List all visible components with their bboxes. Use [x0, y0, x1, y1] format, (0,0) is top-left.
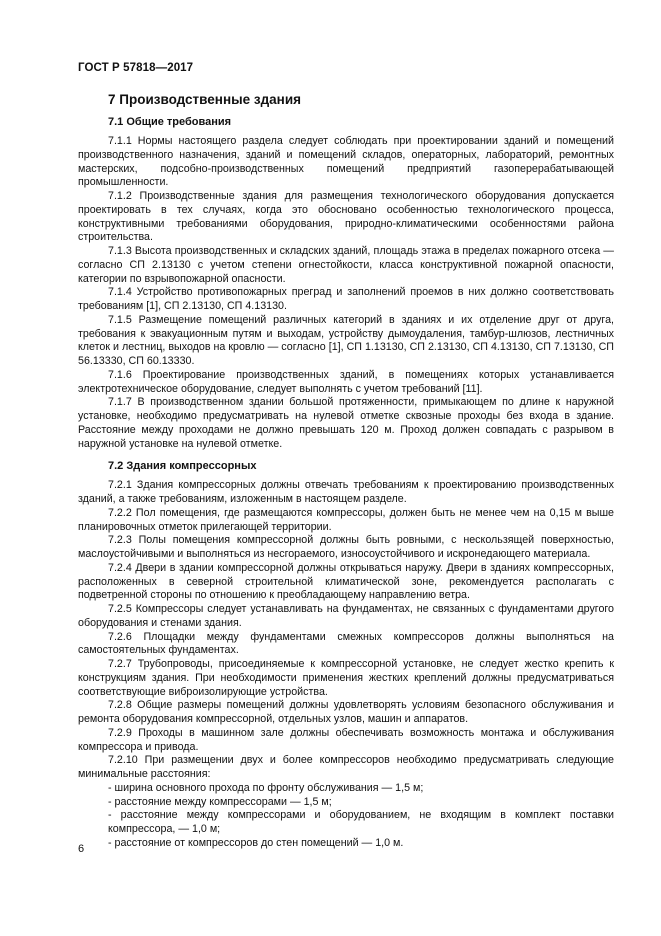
subsection-heading-compressor: 7.2 Здания компрессорных — [108, 460, 257, 473]
paragraph-7-2-8: 7.2.8 Общие размеры помещений должны удовлетворять условиям безопасного обслуживания и ремонта оборудования компрессорной, отдельных узлов, машин и аппаратов. — [78, 699, 614, 725]
page-number: 6 — [78, 843, 85, 855]
document-header: ГОСТ Р 57818—2017 — [78, 62, 194, 74]
paragraph-7-2-4: 7.2.4 Двери в здании компрессорной должны открываться наружу. Двери в зданиях компрессорных, расположенных в северной строительной климатической зоне, рекомендуется располагать с подветренной стороны по отношению к преобладающему направлению ветра. — [78, 561, 614, 602]
list-item: - расстояние между компрессорами — 1,5 м; — [108, 795, 332, 808]
paragraph-7-1-3: 7.1.3 Высота производственных и складских зданий, площадь этажа в пределах пожарного отсека — согласно СП 2.13130 с учетом степени огнестойкости, класса конструктивной пожарной опасности, категории по взрывопожарной опасности. — [78, 245, 614, 285]
paragraph-7-2-10: 7.2.10 При размещении двух и более компрессоров необходимо предусматривать следующие минимальные расстояния: — [78, 754, 614, 780]
paragraph-7-2-7: 7.2.7 Трубопроводы, присоединяемые к компрессорной установке, не следует жестко крепить к конструкциям здания. При необходимости применения жестких креплений должны предусматриваться соответствующие виброизолирующие устройства. — [78, 658, 614, 698]
section-heading: 7 Производственные здания — [108, 92, 302, 107]
paragraph-7-2-9: 7.2.9 Проходы в машинном зале должны обеспечивать возможность монтажа и обслуживания компрессора и привода. — [78, 726, 614, 753]
list-item: - ширина основного прохода по фронту обслуживания — 1,5 м; — [108, 781, 424, 794]
paragraph-7-1-4: 7.1.4 Устройство противопожарных преград и заполнений проемов в них должно соответствовать требованиям [1], СП 2.13130, СП 4.13130. — [78, 286, 614, 312]
page-content — [78, 92, 614, 851]
paragraph-7-1-5: 7.1.5 Размещение помещений различных категорий в зданиях и их отделение друг от друга, требования к эвакуационным путям и выходам, устройству дымоудаления, тамбур-шлюзов, лестничных клеток и лестниц, выходов на кровлю — согласно [1], СП 1.13130, СП 2.13130, СП 4.13130, СП 7.13130, СП 56.13330, СП 60.13330. — [78, 313, 614, 367]
paragraph-7-1-1: 7.1.1 Нормы настоящего раздела следует соблюдать при проектировании зданий и помещений производственного назначения, зданий и помещений складов, операторных, лабораторий, ремонтных мастерских, подсобно-производственных помещений предприятий газоперерабатывающей промышленности. — [78, 135, 614, 189]
subsection-heading-general: 7.1 Общие требования — [108, 116, 232, 128]
paragraph-7-2-1: 7.2.1 Здания компрессорных должны отвечать требованиям к проектированию производственных зданий, а также требованиям, изложенным в настоящем разделе. — [78, 479, 614, 505]
paragraph-7-1-2: 7.1.2 Производственные здания для размещения технологического оборудования допускается проектировать в тех случаях, когда это обосновано особенностью технологического процесса, конструктивными требованиями оборудования, природно-климатическими особенностями района строительства. — [78, 190, 614, 244]
list-item: - расстояние от компрессоров до стен помещений — 1,0 м. — [108, 836, 404, 849]
paragraph-7-2-3: 7.2.3 Полы помещения компрессорной должны быть ровными, с нескользящей поверхностью, маслоустойчивыми и выполняться из несгораемого, износоустойчивого и искронедающего материала. — [78, 534, 614, 560]
paragraph-7-1-6: 7.1.6 Проектирование производственных зданий, в помещениях которых устанавливается электротехническое оборудование, следует выполнять с учетом требований [11]. — [78, 368, 614, 395]
paragraph-7-1-7: 7.1.7 В производственном здании большой протяженности, примыкающем по длине к наружной установке, необходимо предусматривать на нулевой отметке сквозные проходы без входа в здание. Расстояние между проходами не должно превышать 120 м. Проход должен совпадать с разрывом в наружной установке на нулевой отметке. — [78, 396, 614, 450]
paragraph-7-2-6: 7.2.6 Площадки между фундаментами смежных компрессоров должны выполняться на самостоятельных фундаментах. — [78, 630, 614, 657]
paragraph-7-2-2: 7.2.2 Пол помещения, где размещаются компрессоры, должен быть не менее чем на 0,15 м выше планировочных отметок прилегающей территории. — [78, 506, 614, 533]
list-item: - расстояние между компрессорами и оборудованием, не входящим в комплект поставки компрессора, — 1,0 м; — [108, 809, 614, 835]
paragraph-7-2-5: 7.2.5 Компрессоры следует устанавливать на фундаментах, не связанных с фундаментами другого оборудования и стенами здания. — [78, 603, 614, 629]
